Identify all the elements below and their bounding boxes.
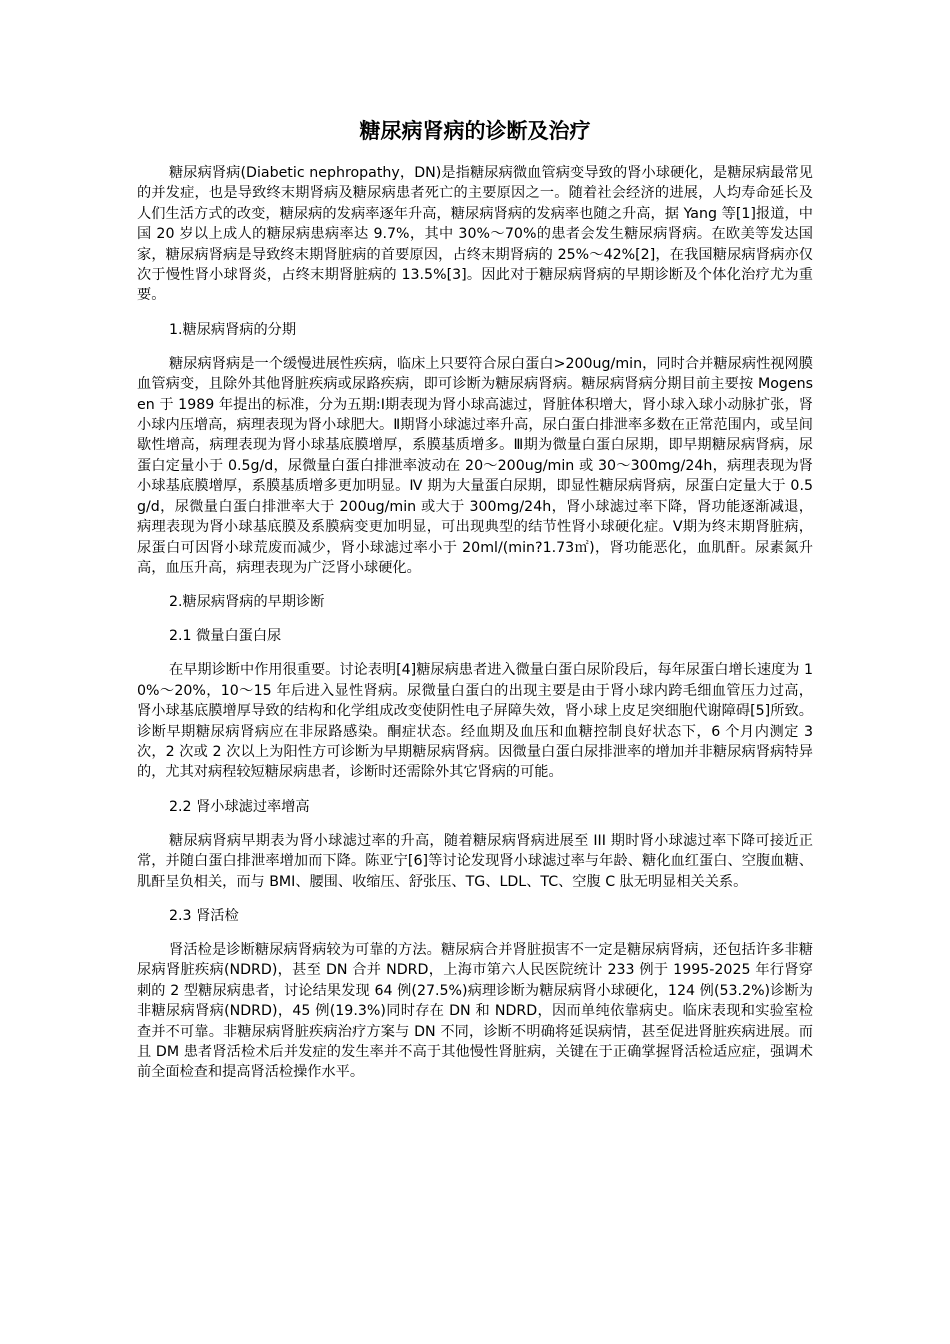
- microalbuminuria-paragraph: 在早期诊断中作用很重要。讨论表明[4]糖尿病患者进入微量白蛋白尿阶段后，每年尿蛋白增长速度为 10%～20%，10～15 年后进入显性肾病。尿微量白蛋白的出现主要是由于肾小球内跨毛细血管压力过高，肾小球基底膜增厚导致的结构和化学组成改变使阴性电子屏障失效，肾小球上皮足突细胞代谢障碍[5]所致。诊断早期糖尿病肾病应在非尿路感染。酮症状态。经血期及血压和血糖控制良好状态下，6 个月内测定 3 次，2 次或 2 次以上为阳性方可诊断为早期糖尿病肾病。因微量白蛋白尿排泄率的增加并非糖尿病肾病特异的，尤其对病程较短糖尿病患者，诊断时还需除外其它肾病的可能。: [137, 662, 813, 781]
- staging-paragraph: 糖尿病肾病是一个缓慢进展性疾病，临床上只要符合尿白蛋白>200ug/min，同时合并糖尿病性视网膜血管病变，且除外其他肾脏疾病或尿路疾病，即可诊断为糖尿病肾病。糖尿病肾病分期目前主要按 Mogensen 于 1989 年提出的标准，分为五期:Ⅰ期表现为肾小球高滤过，肾脏体积增大，肾小球入球小动脉扩张，肾小球内压增高，病理表现为肾小球肥大。Ⅱ期肾小球滤过率升高，尿白蛋白排泄率多数在正常范围内，或呈间歇性增高，病理表现为肾小球基底膜增厚，系膜基质增多。Ⅲ期为微量白蛋白尿期，即早期糖尿病肾病，尿蛋白定量小于 0.5g/d，尿微量白蛋白排泄率波动在 20～200ug/min 或 30～300mg/24h，病理表现为肾小球基底膜增厚，系膜基质增多更加明显。Ⅳ 期为大量蛋白尿期，即显性糖尿病肾病，尿蛋白定量大于 0.5g/d，尿微量白蛋白排泄率大于 200ug/min 或大于 300mg/24h，肾小球滤过率下降，肾功能逐渐减退，病理表现为肾小球基底膜及系膜病变更加明显，可出现典型的结节性肾小球硬化症。Ⅴ期为终末期肾脏病，尿蛋白可因肾小球荒废而减少，肾小球滤过率小于 20ml/(min?1.73㎡)，肾功能恶化，血肌酐。尿素氮升高，血压升高，病理表现为广泛肾小球硬化。: [137, 355, 813, 576]
- subsection-heading-biopsy: 2.3 肾活检: [169, 907, 239, 924]
- section-heading-staging: 1.糖尿病肾病的分期: [169, 321, 297, 338]
- section-heading-early-diagnosis: 2.糖尿病肾病的早期诊断: [169, 594, 325, 611]
- subsection-heading-microalbuminuria: 2.1 微量白蛋白尿: [169, 628, 282, 645]
- gfr-paragraph: 糖尿病肾病早期表为肾小球滤过率的升高，随着糖尿病肾病进展至 III 期时肾小球滤过率下降可接近正常，并随白蛋白排泄率增加而下降。陈亚宁[6]等讨论发现肾小球滤过率与年龄、糖化血红蛋白、空腹血糖、肌酐呈负相关，而与 BMI、腰围、收缩压、舒张压、TG、LDL、TC、空腹 C 肽无明显相关关系。: [137, 832, 813, 890]
- document-title: 糖尿病肾病的诊断及治疗: [359, 119, 591, 143]
- document-body: [137, 163, 813, 1097]
- intro-paragraph: 糖尿病肾病(Diabetic nephropathy，DN)是指糖尿病微血管病变导致的肾小球硬化，是糖尿病最常见的并发症，也是导致终末期肾病及糖尿病患者死亡的主要原因之一。随着社会经济的进展，人均寿命延长及人们生活方式的改变，糖尿病的发病率逐年升高，糖尿病肾病的发病率也随之升高，据 Yang 等[1]报道，中国 20 岁以上成人的糖尿病患病率达 9.7%，其中 30%～70%的患者会发生糖尿病肾病。在欧美等发达国家，糖尿病肾病是导致终末期肾脏病的首要原因，占终末期肾病的 25%～42%[2]，在我国糖尿病肾病亦仅次于慢性肾小球肾炎，占终末期肾脏病的 13.5%[3]。因此对于糖尿病肾病的早期诊断及个体化治疗尤为重要。: [137, 165, 813, 304]
- biopsy-paragraph: 肾活检是诊断糖尿病肾病较为可靠的方法。糖尿病合并肾脏损害不一定是糖尿病肾病，还包括许多非糖尿病肾脏疾病(NDRD)，甚至 DN 合并 NDRD，上海市第六人民医院统计 233 例于 1995-2025 年行肾穿刺的 2 型糖尿病患者，讨论结果发现 64 例(27.5%)病理诊断为糖尿病肾小球硬化，124 例(53.2%)诊断为非糖尿病肾病(NDRD)，45 例(19.3%)同时存在 DN 和 NDRD，因而单纯依靠病史。临床表现和实验室检查并不可靠。非糖尿病肾脏疾病治疗方案与 DN 不同，诊断不明确将延误病情，甚至促进肾脏疾病进展。而且 DM 患者肾活检术后并发症的发生率并不高于其他慢性肾脏病，关键在于正确掌握肾活检适应症，强调术前全面检查和提高肾活检操作水平。: [137, 941, 813, 1081]
- subsection-heading-gfr: 2.2 肾小球滤过率增高: [169, 798, 310, 815]
